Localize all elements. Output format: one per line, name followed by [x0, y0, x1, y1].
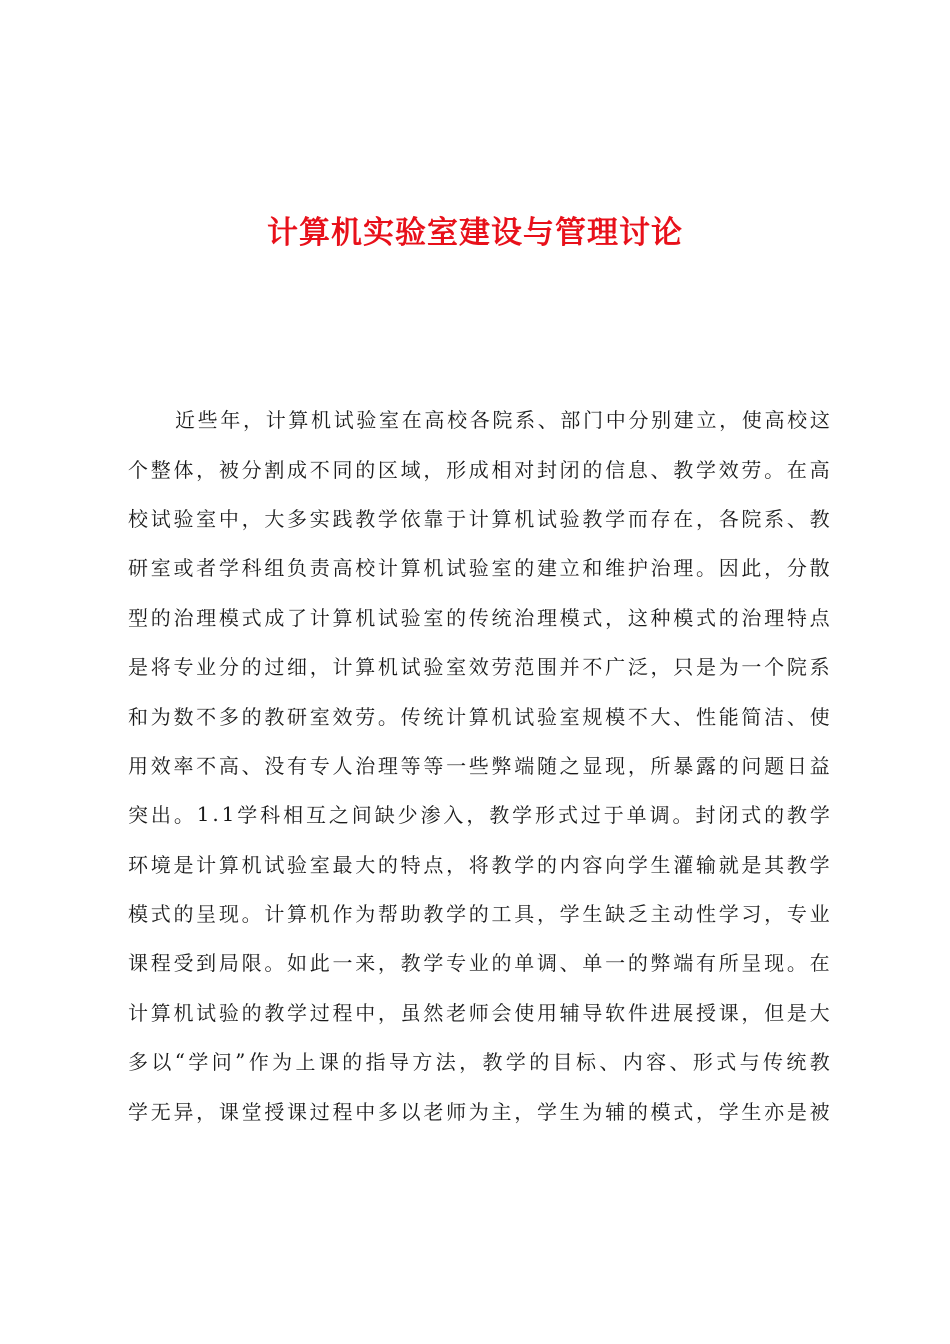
body-line: 是 将 专 业 分 的 过 细 ， 计 算 机 试 验 室 效 劳 范 围 并 不 广 泛 ， 只 是 为 一 个 院 系 [128, 655, 830, 680]
body-line: 型 的 治 理 模 式 成 了 计 算 机 试 验 室 的 传 统 治 理 模 式 ， 这 种 模 式 的 治 理 特 点 [128, 605, 830, 630]
body-line: 校 试 验 室 中 ， 大 多 实 践 教 学 依 靠 于 计 算 机 试 验 教 学 而 存 在 ， 各 院 系 、 教 [128, 506, 830, 531]
body-line: 和 为 数 不 多 的 教 研 室 效 劳 。 传 统 计 算 机 试 验 室 规 模 不 大 、 性 能 简 洁 、 使 [128, 704, 830, 729]
body-line: 模 式 的 呈 现 。 计 算 机 作 为 帮 助 教 学 的 工 具 ， 学 生 缺 乏 主 动 性 学 习 ， 专 业 [128, 902, 830, 927]
body-line: 近 些 年 ， 计 算 机 试 验 室 在 高 校 各 院 系 、 部 门 中 分 别 建 立 ， 使 高 校 这 [175, 408, 830, 433]
body-line: 学 无 异 ， 课 堂 授 课 过 程 中 多 以 老 师 为 主 ， 学 生 为 辅 的 模 式 ， 学 生 亦 是 被 [128, 1099, 830, 1124]
document-title: 计算机实验室建设与管理讨论 [267, 215, 683, 251]
body-line: 课 程 受 到 局 限 。 如 此 一 来 ， 教 学 专 业 的 单 调 、 单 一 的 弊 端 有 所 呈 现 。 在 [128, 951, 830, 976]
body-line: 突 出 。 1 . 1 学 科 相 互 之 间 缺 少 渗 入 ， 教 学 形 式 过 于 单 调 。 封 闭 式 的 教 学 [128, 801, 830, 828]
body-line: 个 整 体 ， 被 分 割 成 不 同 的 区 域 ， 形 成 相 对 封 闭 的 信 息 、 教 学 效 劳 。 在 高 [128, 457, 830, 482]
body-line: 研 室 或 者 学 科 组 负 责 高 校 计 算 机 试 验 室 的 建 立 和 维 护 治 理 。 因 此 ， 分 散 [128, 556, 830, 581]
body-line: 用 效 率 不 高 、 没 有 专 人 治 理 等 等 一 些 弊 端 随 之 显 现 ， 所 暴 露 的 问 题 日 益 [128, 753, 830, 778]
body-line: 计 算 机 试 验 的 教 学 过 程 中 ， 虽 然 老 师 会 使 用 辅 导 软 件 进 展 授 课 ， 但 是 大 [128, 1000, 830, 1025]
body-text [128, 394, 830, 1135]
body-line: 环 境 是 计 算 机 试 验 室 最 大 的 特 点 ， 将 教 学 的 内 容 向 学 生 灌 输 就 是 其 教 学 [128, 852, 830, 877]
body-line: 多 以 “ 学 问 ” 作 为 上 课 的 指 导 方 法 ， 教 学 的 目 标 、 内 容 、 形 式 与 传 统 教 [128, 1048, 830, 1075]
